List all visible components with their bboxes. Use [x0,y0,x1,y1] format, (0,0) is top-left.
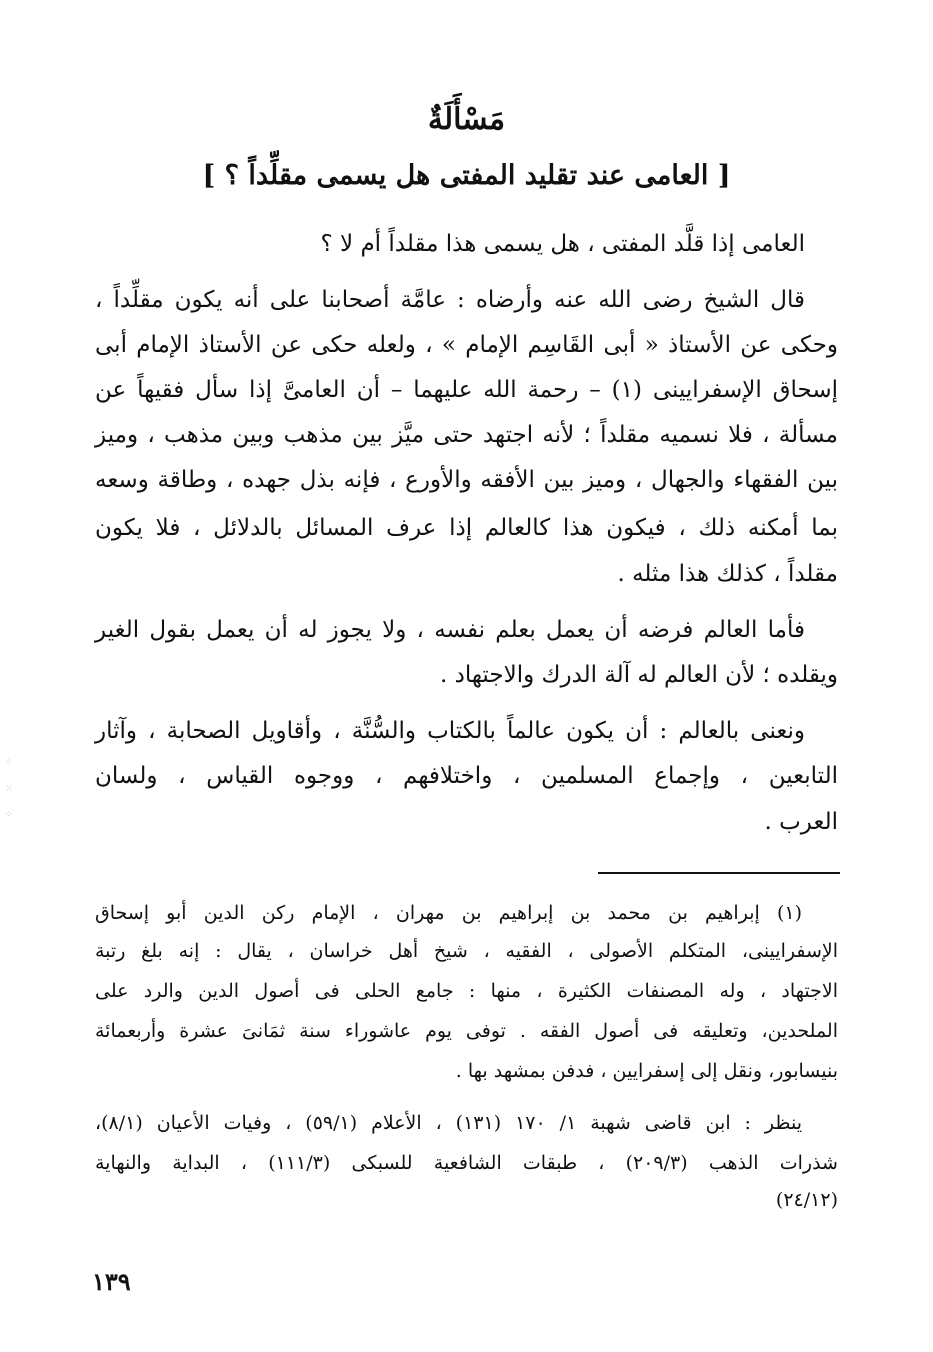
footnote-line: الاجتهاد ، وله المصنفات الكثيرة ، منها : جامع الحلى فى أصول الدين والرد على [95,980,838,1002]
section-title: مَسْأَلَةٌ [427,102,506,137]
footnote-line: ينظر : ابن قاضى شهبة ١/ ١٧٠ (١٣١) ، الأعلام (٥٩/١) ، وفيات الأعيان (٨/١)، [95,1112,802,1134]
text-line: العرب . [764,809,838,835]
text-line: مقلداً ، كذلك هذا مثله . [617,561,838,587]
footnote-line: (١) إبراهيم بن محمد بن إبراهيم بن مهران ، الإمام ركن الدين أبو إسحاق [95,902,802,924]
footnote-line: (٢٤/١٢) [775,1189,838,1211]
footnote-divider [598,872,840,874]
scan-artifact: ⁘ ⁙ ⁘ [5,758,13,820]
text-line: إسحاق الإسفرايينى (١) – رحمة الله عليهما – أن العامىَّ إذا سأل فقيهاً عن [95,377,839,403]
question-line: العامى إذا قلَّد المفتى ، هل يسمى هذا مقلداً أم لا ؟ [320,231,805,257]
text-line: التابعين ، وإجماع المسلمين ، واختلافهم ، ووجوه القياس ، ولسان [95,763,838,789]
text-line: مسألة ، فلا نسميه مقلداً ؛ لأنه اجتهد حتى ميَّز بين مذهب وبين مذهب ، وميز [95,422,838,448]
text-line: ونعنى بالعالم : أن يكون عالماً بالكتاب والسُّنَّة ، وأقاويل الصحابة ، وآثار [95,718,805,744]
footnote-line: شذرات الذهب (٢٠٩/٣) ، طبقات الشافعية للسبكى (١١١/٣) ، البداية والنهاية [95,1152,838,1174]
text-line: قال الشيخ رضى الله عنه وأرضاه : عامَّة أصحابنا على أنه يكون مقلِّداً ، [95,287,805,313]
text-line: بما أمكنه ذلك ، فيكون هذا كالعالم إذا عرف المسائل بالدلائل ، فلا يكون [95,515,838,541]
text-line: وحكى عن الأستاذ « أبى القَاسِم الإمام » ، ولعله حكى عن الأستاذ الإمام أبى [95,332,838,358]
text-line: فأما العالم فرضه أن يعمل بعلم نفسه ، ولا يجوز له أن يعمل بقول الغير [95,617,805,643]
footnote-line: الإسفرايينى، المتكلم الأصولى ، الفقيه ، شيخ أهل خراسان ، يقال : إنه بلغ رتبة [95,940,838,962]
page-number: ١٣٩ [92,1267,131,1296]
text-line: ويقلده ؛ لأن العالم له آلة الدرك والاجتهاد . [439,662,838,688]
footnote-line: بنيسابور، ونقل إلى إسفرايين ، فدفن بمشهد بها . [455,1060,838,1082]
footnote-line: الملحدين، وتعليقه فى أصول الفقه . توفى يوم عاشوراء سنة ثمَانىَ عشرة وأربعمائة [95,1020,838,1042]
section-subtitle: [ العامى عند تقليد المفتى هل يسمى مقلِّداً ؟ ] [202,160,731,191]
text-line: بين الفقهاء والجهال ، وميز بين الأفقه والأورع ، فإنه بذل جهده ، وطاقة وسعه [95,467,838,493]
